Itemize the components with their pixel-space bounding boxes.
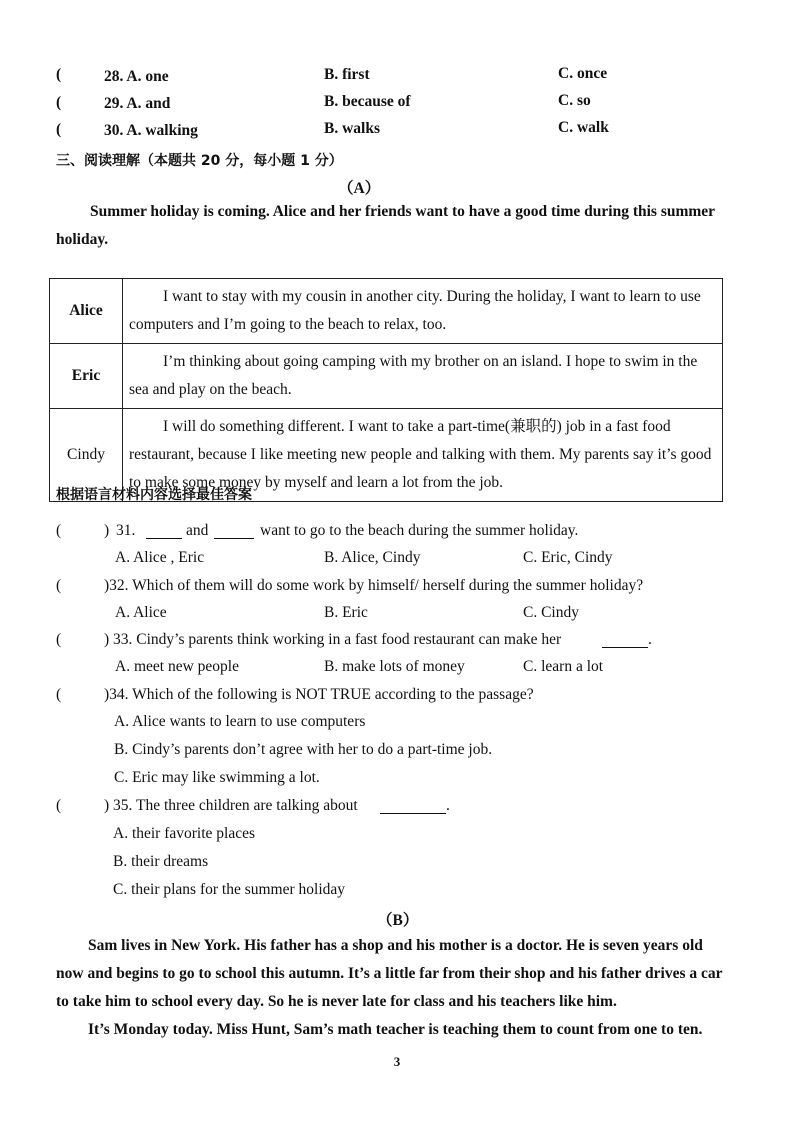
stem-text: ) 35. The three children are talking about [104,797,358,814]
option-c: C. walk [558,119,609,136]
answer-paren: ( [56,577,62,594]
answer-paren: ( [56,522,62,539]
passage-line: Sam lives in New York. His father has a shop and his mother is a doctor. He is seven years old [88,937,703,954]
passage-b-label: （B） [377,912,419,929]
passage-line: now and begins to go to school this autumn. It’s a little far from their shop and his father drives a car [56,965,723,982]
intro-line: holiday. [56,231,109,248]
question-stem: 30. A. walking [104,122,198,139]
question-number: 31. [116,522,136,539]
option-c: C. their plans for the summer holiday [113,881,346,898]
answer-paren: ( [56,686,62,703]
option-b: B. Eric [324,604,368,621]
option-a: A. Alice wants to learn to use computers [114,713,366,730]
option-c: C. learn a lot [523,658,604,675]
option-a: A. Alice [115,604,167,621]
stem-end: . [446,797,450,814]
option-c: C. Eric, Cindy [523,549,613,566]
option-c: C. once [558,65,608,82]
answer-blank [214,524,254,539]
option-b: B. their dreams [113,853,209,870]
question-stem: 29. A. and [104,95,171,112]
stem-text: want to go to the beach during the summer holiday. [260,522,579,539]
table-row [50,344,723,409]
passage-a-intro [56,198,746,254]
answer-blank [146,524,182,539]
stem-text: and [186,522,209,539]
name-cell: Cindy [50,409,123,502]
answer-paren: ( [56,66,62,83]
instruction: 根据语言材料内容选择最佳答案 [56,487,252,503]
stem-text: ) 33. Cindy’s parents think working in a fast food restaurant can make her [104,631,562,648]
passage-a-label: （A） [338,180,381,197]
answer-blank [380,799,446,814]
answer-paren: ( [56,631,62,648]
option-c: C. Cindy [523,604,579,621]
section-title: 三、阅读理解（本题共 20 分，每小题 1 分） [56,153,343,169]
table-row [50,279,723,344]
answer-blank [602,633,648,648]
option-c: C. Eric may like swimming a lot. [114,769,320,786]
intro-line: Summer holiday is coming. Alice and her friends want to have a good time during this summer [90,203,716,220]
plans-table [49,278,723,502]
question-stem: 28. A. one [104,68,169,85]
answer-paren: ( [56,797,62,814]
option-b: B. because of [324,93,411,110]
option-b: B. Alice, Cindy [324,549,421,566]
option-b: B. walks [324,120,380,137]
passage-line: It’s Monday today. Miss Hunt, Sam’s math teacher is teaching them to count from one to ten. [88,1021,703,1038]
name-cell: Alice [50,279,123,344]
option-b: B. first [324,66,370,83]
option-a: A. their favorite places [113,825,256,842]
option-b: B. make lots of money [324,658,465,675]
stem-text: )32. Which of them will do some work by himself/ herself during the summer holiday? [104,577,644,594]
option-a: A. meet new people [115,658,239,675]
option-c: C. so [558,92,591,109]
passage-b-text [56,932,746,1044]
plan-cell: I will do something different. I want to take a part-time(兼职的) job in a fast food restaurant, because I like meeting new people and talking with them. My parents say it’s good to make some money by myself and learn a lot from the job. [123,409,723,502]
plan-cell: I’m thinking about going camping with my brother on an island. I hope to swim in the sea and play on the beach. [123,344,723,409]
option-a: A. Alice , Eric [115,549,205,566]
name-cell: Eric [50,344,123,409]
page-number: 3 [393,1054,401,1069]
answer-paren: ( [56,121,62,138]
stem-text: )34. Which of the following is NOT TRUE according to the passage? [104,686,534,703]
answer-paren: ( [56,94,62,111]
passage-line: to take him to school every day. So he is never late for class and his teachers like him. [56,993,617,1010]
paren-close: ) [104,522,110,539]
stem-end: . [648,631,652,648]
plan-cell: I want to stay with my cousin in another city. During the holiday, I want to learn to use computers and I’m going to the beach to relax, too. [123,279,723,344]
option-b: B. Cindy’s parents don’t agree with her to do a part-time job. [114,741,493,758]
